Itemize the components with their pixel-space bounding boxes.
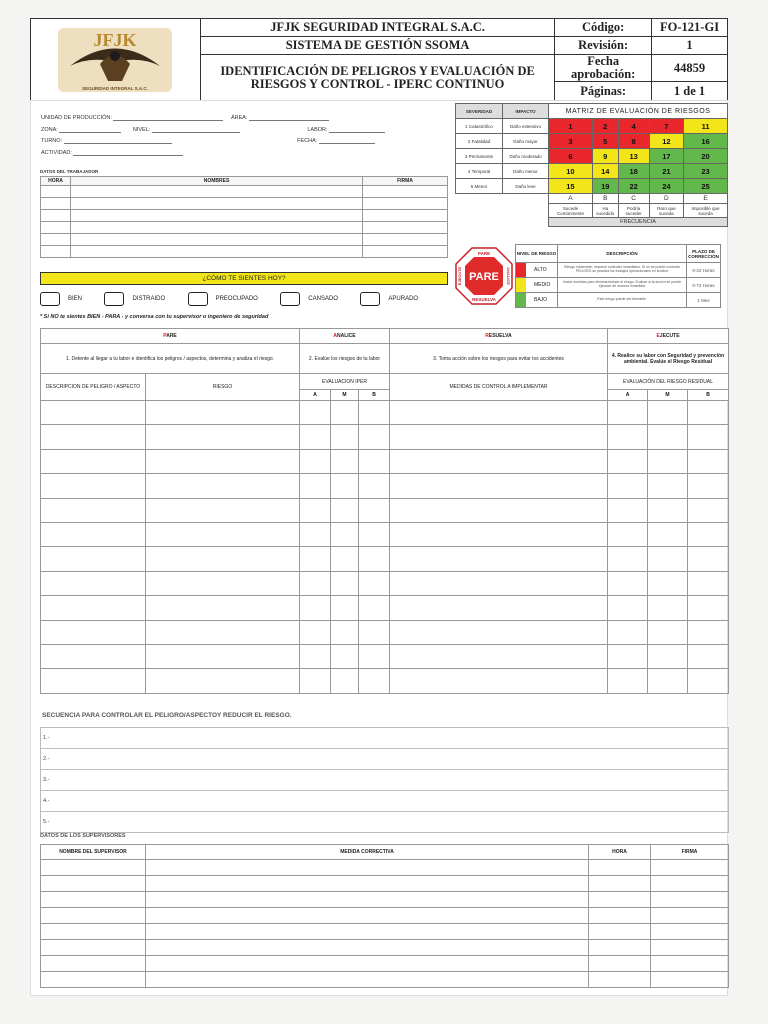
severity-label: 4 Temporal (456, 164, 503, 179)
matrix-cell: 13 (618, 149, 649, 164)
table-row[interactable] (41, 940, 729, 956)
severity-label: 5 Menor (456, 179, 503, 194)
actividad-label: ACTIVIDAD: (41, 150, 72, 156)
worker-data-title: DATOS DEL TRABAJADOR (40, 169, 99, 174)
svg-text:PARE: PARE (477, 251, 491, 256)
severity-label: 1 Catastrófico (456, 119, 503, 134)
table-row[interactable] (41, 210, 448, 222)
frequency-letter: A (549, 194, 593, 204)
matrix-cell: 24 (649, 179, 684, 194)
matrix-cell: 5 (592, 134, 618, 149)
impact-label: Daño extensivo (503, 119, 549, 134)
risk-level-name: MEDIO (516, 278, 558, 293)
company-logo (40, 26, 190, 94)
document-header (30, 18, 728, 101)
frequency-desc: Ha sucedido (592, 204, 618, 218)
company-name: JFJK SEGURIDAD INTEGRAL S.A.C. (200, 19, 554, 37)
impact-label: Daño moderado (503, 149, 549, 164)
pages-label: Páginas: (555, 82, 652, 101)
table-row[interactable] (41, 908, 729, 924)
matrix-cell: 23 (684, 164, 728, 179)
logo-text: JFJK (93, 29, 137, 50)
revision-label: Revisión: (555, 37, 652, 55)
checkbox-distraido[interactable] (104, 292, 124, 306)
col-residual: EVALUACIÓN DEL RIESGO RESIDUAL (608, 374, 729, 390)
feeling-note: * Si NO te sientes BIEN - PARA - y conversa con tu supervisor o ingeniero de seguridad (40, 314, 269, 320)
table-row[interactable] (41, 669, 729, 693)
table-row[interactable] (41, 547, 729, 571)
area-label: ÁREA: (230, 115, 248, 121)
step-resuelva-desc: 3. Toma acción sobre los riesgos para evitar los accidentes (390, 344, 608, 374)
labor-field[interactable] (329, 127, 385, 133)
frequency-desc: Podría suceder (618, 204, 649, 218)
stop-sign-icon (455, 247, 513, 305)
code-label: Código: (555, 19, 652, 37)
checkbox-bien[interactable] (40, 292, 60, 306)
unidad-field[interactable] (113, 115, 223, 121)
matrix-cell: 25 (684, 179, 728, 194)
col-medidas: MEDIDAS DE CONTROL A IMPLEMENTAR (390, 374, 608, 401)
sequence-list (40, 727, 729, 833)
svg-text:RESUELVA: RESUELVA (472, 297, 496, 302)
risk-level-plazo: 0-72 Horas (687, 278, 721, 293)
col-firma: FIRMA (363, 177, 448, 186)
matrix-cell: 2 (592, 119, 618, 134)
col-medida-correctiva: MEDIDA CORRECTIVA (146, 845, 589, 860)
impact-label: Daño mayor (503, 134, 549, 149)
matrix-title: MATRIZ DE EVALUACIÓN DE RIESGOS (549, 104, 728, 119)
turno-field[interactable] (64, 138, 172, 144)
matrix-cell: 9 (592, 149, 618, 164)
list-item[interactable]: 3.- (41, 770, 729, 791)
matrix-cell: 14 (592, 164, 618, 179)
system-name: SISTEMA DE GESTIÓN SSOMA (200, 37, 554, 55)
zona-label: ZONA: (41, 127, 58, 133)
svg-text:PARE: PARE (469, 271, 499, 283)
table-row[interactable] (41, 892, 729, 908)
table-row[interactable] (41, 644, 729, 668)
frequency-letter: D (649, 194, 684, 204)
frequency-letter: E (684, 194, 728, 204)
table-row[interactable] (41, 571, 729, 595)
table-row[interactable] (41, 425, 729, 449)
severity-label: 3 Permanente (456, 149, 503, 164)
table-row[interactable] (41, 860, 729, 876)
matrix-cell: 16 (684, 134, 728, 149)
table-row[interactable] (41, 620, 729, 644)
matrix-cell: 11 (684, 119, 728, 134)
step-resuelva: RESUELVA (390, 329, 608, 344)
frequency-desc: Imposible que suceda (684, 204, 728, 218)
col-evaluacion-iper: EVALUACION IPER (300, 374, 390, 390)
risk-level-desc: Riesgo intolerable, requiere controles inmediatos. Si no se puede controlar PELIGRO se paraliza los trabajos operacionales en la labor (558, 263, 687, 278)
iperc-main-table: PARE ANALICE RESUELVA EJECUTE 1. Detente al llegar a tu labor e identifica los peligros / aspectos, determina y analiza el riesgo. 2. Evalúe los riesgos de tu labor 3. Toma acción sobre los riesgos para evitar los accidentes 4. Realice su labor con Seguridad y prevención ambiental. Evalúe el Riesgo Residual DESCRIPCION DE PELIGRO / ASPECTO RIESGO EVALUACION IPER MEDIDAS DE CONTROL A IMPLEMENTAR EVALUACIÓN DEL RIESGO RESIDUAL A M B A M B (40, 328, 729, 694)
unidad-label: UNIDAD DE PRODUCCIÓN: (41, 115, 112, 121)
matrix-cell: 21 (649, 164, 684, 179)
step-ejecute: EJECUTE (608, 329, 729, 344)
nivel-field[interactable] (152, 127, 240, 133)
code-value: FO-121-GI (652, 19, 728, 37)
table-row[interactable] (41, 924, 729, 940)
matrix-cell: 7 (649, 119, 684, 134)
col-firma-supervisor: FIRMA (651, 845, 729, 860)
feeling-banner: ¿CÓMO TE SIENTES HOY? (40, 272, 448, 285)
checkbox-apurado[interactable] (360, 292, 380, 306)
col-hora: HORA (41, 177, 71, 186)
table-row[interactable] (41, 222, 448, 234)
actividad-field[interactable] (73, 150, 183, 156)
supervisors-title: DATOS DE LOS SUPERVISORES (40, 833, 126, 839)
matrix-cell: 3 (549, 134, 593, 149)
list-item[interactable]: 2.- (41, 749, 729, 770)
col-nombre-supervisor: NOMBRE DEL SUPERVISOR (41, 845, 146, 860)
document-title: IDENTIFICACIÓN DE PELIGROS Y EVALUACIÓN DE RIESGOS Y CONTROL - IPERC CONTINUO (200, 55, 554, 101)
impact-label: Daño leve (503, 179, 549, 194)
checkbox-cansado[interactable] (280, 292, 300, 306)
col-descripcion: DESCRIPCION DE PELIGRO / ASPECTO (41, 374, 146, 401)
table-row[interactable] (41, 972, 729, 988)
pages-value: 1 de 1 (652, 82, 728, 101)
zona-field[interactable] (59, 127, 121, 133)
frequency-desc: Raro que suceda (649, 204, 684, 218)
col-nombres: NOMBRES (71, 177, 363, 186)
area-field[interactable] (249, 115, 329, 121)
turno-label: TURNO: (41, 138, 63, 144)
table-row[interactable] (41, 198, 448, 210)
table-row[interactable] (41, 449, 729, 473)
table-row[interactable] (41, 596, 729, 620)
matrix-cell: 20 (684, 149, 728, 164)
table-row[interactable] (41, 401, 729, 425)
matrix-cell: 12 (649, 134, 684, 149)
matrix-cell: 1 (549, 119, 593, 134)
matrix-cell: 17 (649, 149, 684, 164)
approval-date-label: Fecha aprobación: (555, 55, 652, 82)
table-row[interactable] (41, 876, 729, 892)
feeling-options: BIEN DISTRAIDO PREOCUPADO CANSADO APURADO (40, 290, 460, 308)
list-item[interactable]: 1.- (41, 728, 729, 749)
severity-label: 2 Fatalidad (456, 134, 503, 149)
table-row[interactable] (41, 498, 729, 522)
step-pare-desc: 1. Detente al llegar a tu labor e identifica los peligros / aspectos, determina y analiza el riesgo. (41, 344, 300, 374)
matrix-cell: 10 (549, 164, 593, 179)
matrix-cell: 18 (618, 164, 649, 179)
risk-level-plazo: 1 Mes (687, 293, 721, 308)
logo-cell (31, 19, 201, 101)
impact-label: Daño menor (503, 164, 549, 179)
fecha-label: FECHA: (297, 138, 318, 144)
table-row[interactable] (41, 522, 729, 546)
labor-label: LABOR: (307, 127, 328, 133)
nivel-label: NIVEL: (132, 127, 151, 133)
supervisors-table (40, 844, 729, 988)
matrix-cell: 6 (549, 149, 593, 164)
list-item[interactable]: 5.- (41, 812, 729, 833)
svg-text:EJECUTE: EJECUTE (457, 266, 462, 286)
matrix-cell: 15 (549, 179, 593, 194)
revision-value: 1 (652, 37, 728, 55)
step-pare: PARE (41, 329, 300, 344)
step-analice-desc: 2. Evalúe los riesgos de tu labor (300, 344, 390, 374)
frequency-label: FRECUENCIA (549, 218, 728, 227)
table-row[interactable] (41, 246, 448, 258)
risk-matrix: SEVERIDAD IMPACTO MATRIZ DE EVALUACIÓN DE RIESGOS 1 Catastrófico Daño extensivo 1 2 4 7 11 2 Fatalidad Daño mayor 3 5 8 12 16 3 Permanente Daño moderado 6 9 13 17 20 4 Temporal Daño menor 10 14 18 21 23 5 Menor Daño leve 15 19 22 24 25 A B C D E Sucede Comúnmente Ha sucedido Podría suceder Raro que suceda Imposible que suceda FRECUENCIA (455, 103, 728, 227)
risk-levels-table: NIVEL DE RIESGO DESCRIPCIÓN PLAZO DE CORRECCIÓN ALTO Riesgo intolerable, requiere controles inmediatos. Si no se puede controlar PELIGRO se paraliza los trabajos operacionales en la labor 0-24 Horas MEDIO Iniciar medidas para eliminar/reducir el riesgo. Evaluar si la acción se puede ejecutar de manera inmediata 0-72 Horas BAJO Este riesgo puede ser tolerable. 1 Mes (515, 244, 721, 308)
svg-text:SEGURIDAD INTEGRAL S.A.C.: SEGURIDAD INTEGRAL S.A.C. (82, 85, 149, 91)
risk-level-name: ALTO (516, 263, 558, 278)
risk-level-plazo: 0-24 Horas (687, 263, 721, 278)
sequence-title: SECUENCIA PARA CONTROLAR EL PELIGRO/ASPECTOY REDUCIR EL RIESGO. (42, 712, 292, 719)
table-row[interactable] (41, 186, 448, 198)
table-row[interactable] (41, 234, 448, 246)
risk-level-desc: Iniciar medidas para eliminar/reducir el riesgo. Evaluar si la acción se puede ejecutar de manera inmediata (558, 278, 687, 293)
frequency-letter: C (618, 194, 649, 204)
checkbox-preocupado[interactable] (188, 292, 208, 306)
matrix-cell: 22 (618, 179, 649, 194)
list-item[interactable]: 4.- (41, 791, 729, 812)
step-ejecute-desc: 4. Realice su labor con Seguridad y prevención ambiental. Evalúe el Riesgo Residual (608, 344, 729, 374)
col-hora-supervisor: HORA (589, 845, 651, 860)
matrix-cell: 4 (618, 119, 649, 134)
step-analice: ANALICE (300, 329, 390, 344)
risk-level-desc: Este riesgo puede ser tolerable. (558, 293, 687, 308)
table-row[interactable] (41, 474, 729, 498)
table-row[interactable] (41, 956, 729, 972)
approval-date-value: 44859 (652, 55, 728, 82)
matrix-cell: 19 (592, 179, 618, 194)
col-riesgo: RIESGO (146, 374, 300, 401)
matrix-cell: 8 (618, 134, 649, 149)
fecha-field[interactable] (319, 138, 375, 144)
svg-text:ANALICE: ANALICE (506, 267, 511, 285)
worker-table (40, 176, 448, 258)
frequency-desc: Sucede Comúnmente (549, 204, 593, 218)
frequency-letter: B (592, 194, 618, 204)
risk-level-name: BAJO (516, 293, 558, 308)
